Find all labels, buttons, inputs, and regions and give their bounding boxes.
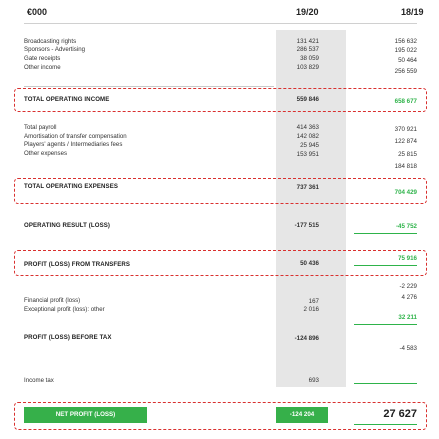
row-value-current: 142 082 (296, 133, 319, 140)
net-profit-current-box: -124 204 (276, 407, 328, 423)
profit-from-transfers-current: 50 436 (300, 260, 319, 267)
column-header-19-20: 19/20 (296, 7, 319, 17)
row-label: Total payroll (24, 124, 57, 131)
green-rule (354, 424, 417, 425)
row-value-current: 414 363 (296, 124, 319, 131)
profit-before-tax-previous: -4 583 (399, 345, 417, 352)
row-label: Gate receipts (24, 55, 61, 62)
green-rule (354, 383, 417, 384)
total-operating-expenses-current: 737 361 (296, 184, 319, 191)
total-operating-income-label: TOTAL OPERATING INCOME (24, 96, 110, 103)
row-value-current: 2 016 (303, 306, 319, 313)
row-value-current: 153 951 (296, 151, 319, 158)
row-value-previous: 184 818 (394, 163, 417, 170)
unit-header: €000 (27, 7, 48, 17)
row-value-previous: 50 464 (398, 57, 417, 64)
total-operating-income-current: 559 846 (296, 96, 319, 103)
row-value-previous: 370 921 (394, 126, 417, 133)
row-label: Income tax (24, 377, 54, 384)
row-label: Other income (24, 64, 61, 71)
green-rule (354, 233, 417, 234)
header-divider (24, 23, 417, 24)
row-label: Broadcasting rights (24, 38, 77, 45)
row-label: Sponsors - Advertising (24, 46, 85, 53)
row-value-current: 131 421 (296, 38, 319, 45)
green-rule (354, 265, 417, 266)
row-value-current: 38 059 (300, 55, 319, 62)
total-operating-income-previous: 658 677 (394, 98, 417, 105)
green-rule (354, 324, 417, 325)
row-value-current: 693 (308, 377, 319, 384)
row-value-current: 167 (308, 298, 319, 305)
row-value-previous: 256 559 (394, 68, 417, 75)
row-label: Players' agents / Intermediaries fees (24, 141, 123, 148)
profit-from-transfers-previous: 75 916 (398, 255, 417, 262)
column-header-18-19: 18/19 (401, 7, 424, 17)
net-profit-label-box: NET PROFIT (LOSS) (24, 407, 147, 423)
row-value-previous: 25 815 (398, 151, 417, 158)
row-value-previous: 32 211 (398, 314, 417, 321)
total-operating-expenses-label: TOTAL OPERATING EXPENSES (24, 183, 119, 190)
row-value-previous: 122 874 (394, 138, 417, 145)
row-value-current: 103 829 (296, 64, 319, 71)
operating-result-previous: -45 752 (396, 223, 417, 230)
row-label: Other expenses (24, 150, 68, 157)
row-value-previous: 4 276 (401, 294, 417, 301)
row-value-current: 25 945 (300, 142, 319, 149)
row-label: Exceptional profit (loss): other (24, 306, 105, 313)
operating-result-label: OPERATING RESULT (LOSS) (24, 222, 111, 229)
row-value-previous: -2 229 (399, 283, 417, 290)
net-profit-previous: 27 627 (383, 408, 417, 420)
profit-before-tax-current: -124 896 (294, 335, 319, 342)
row-value-previous: 156 632 (394, 38, 417, 45)
profit-before-tax-label: PROFIT (LOSS) BEFORE TAX (24, 334, 112, 341)
row-label: Amortisation of transfer compensation (24, 133, 127, 140)
operating-result-current: -177 515 (294, 222, 319, 229)
row-label: Financial profit (loss) (24, 297, 81, 304)
row-value-current: 286 537 (296, 46, 319, 53)
row-divider (24, 86, 274, 87)
row-value-previous: 195 022 (394, 47, 417, 54)
profit-from-transfers-label: PROFIT (LOSS) FROM TRANSFERS (24, 261, 131, 268)
total-operating-expenses-previous: 704 429 (394, 189, 417, 196)
